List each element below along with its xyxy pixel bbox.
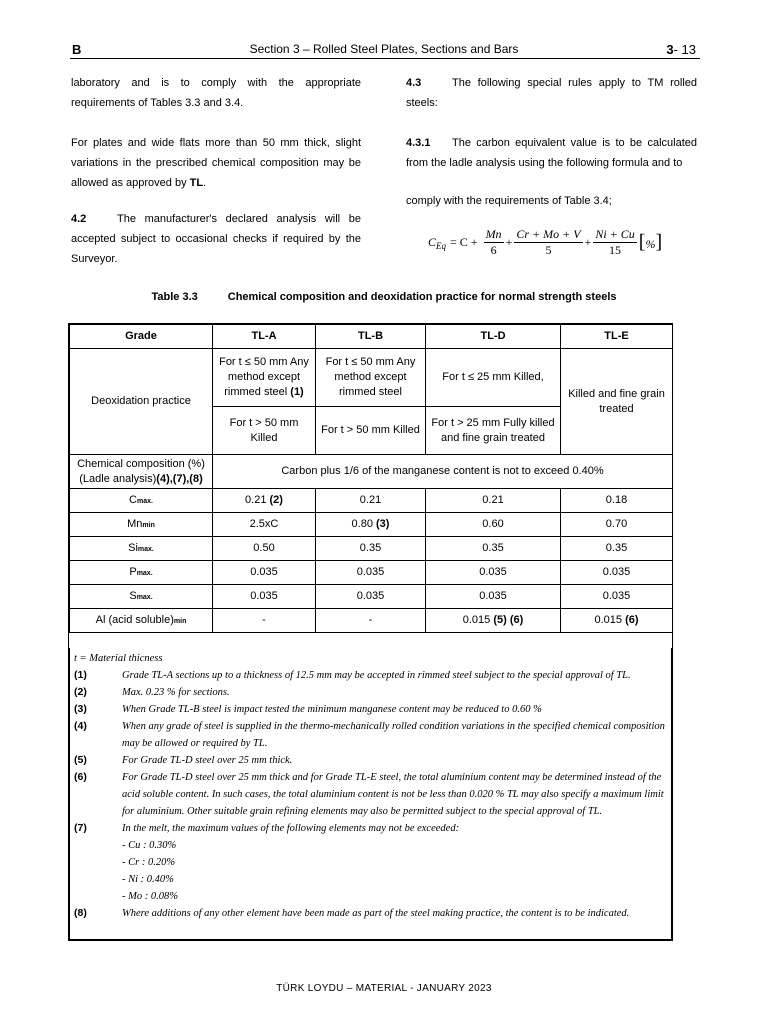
value: 0.035	[602, 566, 631, 578]
footnote-ref: (2)	[269, 494, 283, 506]
section-4-3-1-number: 4.3.1	[406, 137, 431, 149]
note-text: For Grade TL-D steel over 25 mm thick and for Grade TL-E steel, the total aluminium content may be determined instead of the acid soluble content. In such cases, the total aluminium content is not be less than 0.020 % TL may also specify a maximum limit for aluminium. Other suitable grain refining elements may also be permitted subject to the special approval of TL.	[122, 772, 664, 817]
left-paragraph-1: laboratory and is to comply with the appropriate requirements of Tables 3.3 and 3.4.	[71, 77, 361, 109]
value: 0.18	[605, 494, 628, 506]
note-item	[74, 701, 671, 718]
note-item	[74, 820, 671, 837]
chem-label-text: Chemical composition (%) (Ladle analysis)	[77, 457, 205, 485]
value-cell-tl-a	[213, 513, 316, 537]
page-suffix: - 13	[673, 42, 696, 57]
note-text: Max. 0.23 % for sections.	[122, 687, 230, 698]
deox-a1	[213, 349, 316, 407]
element-cell	[70, 585, 213, 609]
element-cell	[70, 537, 213, 561]
element-symbol: Mn	[127, 517, 143, 530]
note-list	[74, 667, 671, 837]
chem-text: Carbon plus 1/6 of the manganese content is not to exceed 0.40%	[213, 455, 673, 489]
header-grade: Grade	[70, 325, 213, 349]
value-cell-tl-a	[213, 609, 316, 633]
value: 0.35	[482, 542, 504, 554]
left-paragraph-2-text: For plates and wide flats more than 50 mm thick, slight variations in the prescribed chemical composition may be allowed as approved by	[71, 137, 361, 189]
value: 0.015	[462, 614, 491, 626]
note-text: For Grade TL-D steel over 25 mm thick.	[122, 755, 293, 766]
element-cell	[70, 513, 213, 537]
value-cell-tl-d	[426, 561, 561, 585]
page-footer: TÜRK LOYDU – MATERIAL - JANUARY 2023	[276, 983, 492, 994]
note-item	[74, 769, 671, 820]
formula-unit: [%]	[638, 230, 663, 253]
value-cell-tl-b	[316, 609, 426, 633]
value-cell-tl-a	[213, 561, 316, 585]
deox-d1: For t ≤ 25 mm Killed,	[426, 349, 561, 407]
formula-unit-symbol: %	[645, 236, 656, 251]
element-limit: max.	[137, 545, 154, 553]
element-row	[70, 585, 673, 609]
header-tl-a: TL-A	[213, 325, 316, 349]
header-tl-b: TL-B	[316, 325, 426, 349]
chem-row	[70, 455, 673, 489]
header-tl-d: TL-D	[426, 325, 561, 349]
melt-limits	[74, 837, 671, 905]
deox-row-1	[70, 349, 673, 407]
value: 2.5xC	[249, 518, 279, 530]
header-title: Section 3 – Rolled Steel Plates, Sections and Bars	[249, 42, 519, 56]
value-cell-tl-d	[426, 585, 561, 609]
value: 0.80	[351, 518, 373, 530]
value: 0.60	[482, 518, 504, 530]
note-key: (1)	[74, 669, 87, 681]
value: 0.21	[359, 494, 382, 506]
section-4-3	[406, 73, 697, 113]
value: 0.035	[479, 590, 507, 602]
note-key: (4)	[74, 720, 87, 732]
fraction-crmov-num: Cr + Mo + V	[516, 226, 581, 241]
element-row	[70, 609, 673, 633]
section-4-3-1-text: The carbon equivalent value is to be calculated from the ladle analysis using the following formula and to	[406, 137, 697, 169]
note-key: (5)	[74, 754, 87, 766]
note-key: (2)	[74, 686, 87, 698]
element-limit: max.	[136, 497, 153, 505]
carbon-equivalent-formula	[428, 222, 668, 262]
value: 0.35	[359, 542, 382, 554]
value: 0.35	[605, 542, 628, 554]
value-cell-tl-a	[213, 489, 316, 513]
deox-b2: For t > 50 mm Killed	[316, 407, 426, 455]
value: -	[262, 614, 266, 626]
element-limit: max.	[136, 569, 153, 577]
element-symbol: Al (acid soluble)	[95, 613, 174, 626]
note-8-key: (8)	[74, 907, 87, 919]
value-cell-tl-a	[213, 585, 316, 609]
formula-lhs-sub: Eq	[436, 241, 447, 251]
section-4-3-1	[406, 133, 697, 173]
formula-plus-2: +	[584, 234, 592, 249]
footnote-ref: (6)	[625, 614, 639, 626]
note-text: When Grade TL-B steel is impact tested the minimum manganese content may be reduced to 0.60 %	[122, 704, 542, 715]
note-item	[74, 718, 671, 752]
fraction-crmov	[514, 227, 582, 258]
value: 0.035	[479, 566, 507, 578]
fraction-mn-den: 6	[490, 242, 497, 257]
element-limit: min	[142, 521, 155, 529]
footnote-ref: (5) (6)	[493, 614, 524, 626]
melt-limit-item: - Mo : 0.08%	[122, 891, 178, 902]
value-cell-tl-e	[561, 537, 673, 561]
value-cell-tl-b	[316, 585, 426, 609]
deox-b1: For t ≤ 50 mm Any method except rimmed steel	[316, 349, 426, 407]
value-cell-tl-d	[426, 489, 561, 513]
section-letter: B	[72, 42, 82, 57]
header-rule	[70, 58, 700, 59]
table-caption-text: Chemical composition and deoxidation practice for normal strength steels	[227, 291, 617, 303]
note-text: When any grade of steel is supplied in the thermo-mechanically rolled condition variations in the specified chemical composition may be allowed or required by TL.	[122, 721, 665, 749]
note-8	[74, 905, 671, 922]
page-number	[666, 42, 696, 57]
section-4-2	[71, 209, 361, 269]
composition-table	[69, 324, 673, 633]
note-key: (3)	[74, 703, 87, 715]
value: 0.015	[594, 614, 622, 626]
note-item	[74, 684, 671, 701]
note-key: (6)	[74, 771, 87, 783]
left-paragraph-2	[71, 133, 361, 193]
value-cell-tl-b	[316, 513, 426, 537]
deox-a2: For t > 50 mm Killed	[213, 407, 316, 455]
section-4-3-text: The following special rules apply to TM rolled steels:	[406, 77, 697, 109]
value: 0.035	[250, 590, 278, 602]
table-notes	[69, 648, 672, 940]
fraction-mn	[484, 227, 504, 258]
melt-limit-item: - Ni : 0.40%	[122, 874, 174, 885]
deox-label: Deoxidation practice	[70, 349, 213, 455]
note-8-text: Where additions of any other element have been made as part of the steel making practice, the content is to be indicated.	[122, 908, 630, 919]
value-cell-tl-a	[213, 537, 316, 561]
value-cell-tl-b	[316, 489, 426, 513]
fraction-nicu	[593, 227, 636, 258]
table-caption-number: Table 3.3	[151, 291, 198, 303]
note-text: Grade TL-A sections up to a thickness of 12.5 mm may be accepted in rimmed steel subject to the special approval of TL.	[122, 670, 631, 681]
value-cell-tl-e	[561, 489, 673, 513]
deox-a1-text: For t ≤ 50 mm Any method except rimmed steel	[219, 356, 309, 398]
section-4-2-number: 4.2	[71, 213, 87, 225]
value: 0.035	[356, 566, 385, 578]
element-symbol: Si	[128, 541, 138, 554]
value: 0.21	[245, 494, 267, 506]
element-limit: max.	[136, 593, 153, 601]
table-header-row	[70, 325, 673, 349]
note-text: In the melt, the maximum values of the following elements may not be exceeded:	[122, 823, 460, 834]
deox-e: Killed and fine grain treated	[561, 349, 673, 455]
value-cell-tl-d	[426, 609, 561, 633]
fraction-mn-num: Mn	[485, 226, 502, 241]
value-cell-tl-e	[561, 585, 673, 609]
fraction-nicu-num: Ni + Cu	[595, 226, 635, 241]
formula-eq: = C +	[450, 234, 478, 249]
value-cell-tl-e	[561, 609, 673, 633]
element-symbol: C	[129, 493, 137, 506]
note-key: (7)	[74, 822, 87, 834]
element-symbol: S	[129, 589, 137, 602]
value-cell-tl-d	[426, 513, 561, 537]
value: 0.70	[605, 518, 628, 530]
header-tl-e: TL-E	[561, 325, 673, 349]
section-4-3-1-continued: comply with the requirements of Table 3.4;	[406, 195, 612, 207]
element-row	[70, 537, 673, 561]
value-cell-tl-d	[426, 537, 561, 561]
element-row	[70, 489, 673, 513]
element-cell	[70, 489, 213, 513]
value: 0.21	[482, 494, 504, 506]
element-row	[70, 561, 673, 585]
chem-label	[70, 455, 213, 489]
formula-plus-1: +	[505, 234, 513, 249]
fraction-crmov-den: 5	[545, 242, 552, 257]
page-prefix: 3	[666, 42, 674, 57]
table-caption	[0, 291, 768, 303]
note-t-definition: t = Material thicness	[74, 653, 163, 664]
value-cell-tl-e	[561, 513, 673, 537]
value: 0.035	[250, 566, 278, 578]
element-cell	[70, 561, 213, 585]
value: -	[368, 614, 373, 626]
left-paragraph-2-end: .	[203, 177, 207, 189]
note-item	[74, 752, 671, 769]
value-cell-tl-b	[316, 537, 426, 561]
deox-d2: For t > 25 mm Fully killed and fine grain treated	[426, 407, 561, 455]
section-4-2-text: The manufacturer's declared analysis will be accepted subject to occasional checks if required by the Surveyor.	[71, 213, 361, 265]
section-4-3-number: 4.3	[406, 77, 422, 89]
note-item	[74, 667, 671, 684]
chem-label-refs: (4),(7),(8)	[156, 472, 203, 485]
footnote-ref: (3)	[376, 518, 390, 530]
value-cell-tl-b	[316, 561, 426, 585]
melt-limit-item: - Cr : 0.20%	[122, 857, 176, 868]
value: 0.035	[356, 590, 385, 602]
fraction-nicu-den: 15	[609, 242, 622, 257]
value: 0.50	[253, 542, 275, 554]
element-row	[70, 513, 673, 537]
element-symbol: P	[129, 565, 137, 578]
melt-limit-item: - Cu : 0.30%	[122, 840, 177, 851]
formula-lhs: C	[428, 234, 437, 249]
value: 0.035	[602, 590, 631, 602]
tl-bold: TL	[189, 177, 204, 189]
deox-a1-ref: (1)	[290, 386, 304, 398]
element-cell	[70, 609, 213, 633]
value-cell-tl-e	[561, 561, 673, 585]
element-limit: min	[173, 617, 187, 625]
